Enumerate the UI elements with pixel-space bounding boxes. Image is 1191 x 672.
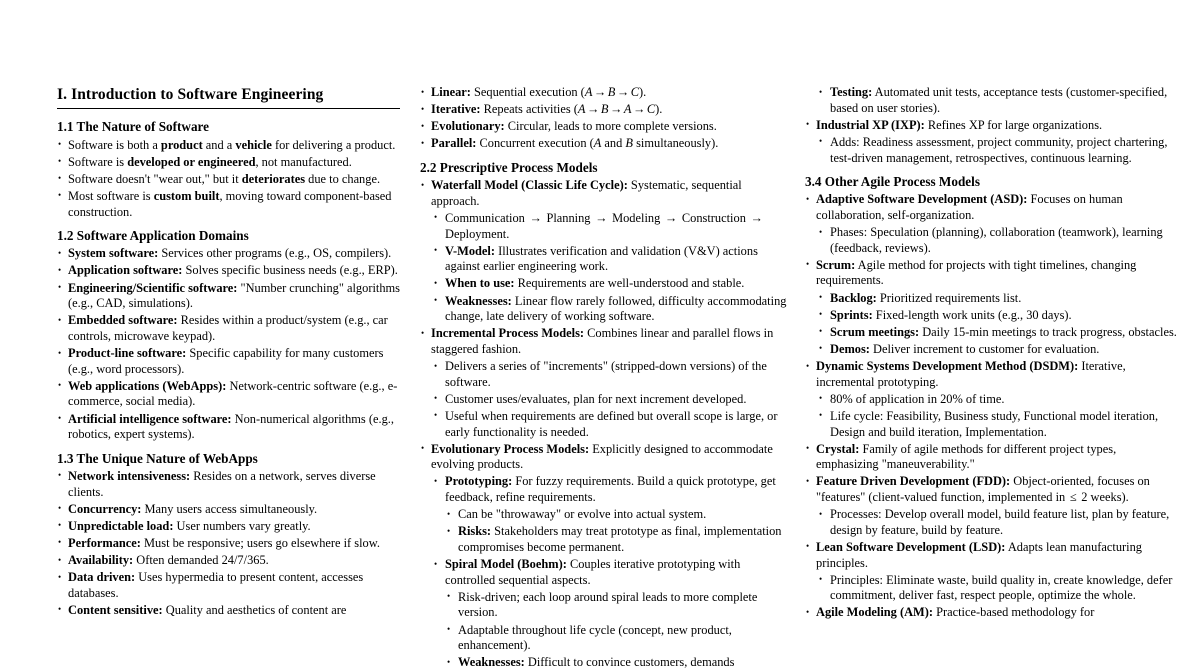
bullet-item: [818, 573, 1179, 604]
bullet-text: • Testing: Automated unit tests, acceptance tests (customer-specified, based on user stories).: [830, 85, 1168, 115]
section-heading: 1.1 The Nature of Software: [57, 119, 210, 135]
bullet-text: • Adaptive Software Development (ASD): Focuses on human collaboration, self-organization.: [816, 192, 1123, 222]
bullet-text: • Adds: Readiness assessment, project community, project chartering, test-driven management, retrospectives, continuous learning.: [830, 134, 1168, 165]
bullet-item: [57, 263, 400, 279]
bullet-text: • Sprints: Fixed-length work units (e.g., 30 days).: [830, 307, 1072, 322]
bullet-text: • Industrial XP (IXP): Refines XP for large organizations.: [816, 117, 1103, 132]
bullet-item: [818, 85, 1179, 116]
bullet-text: • Software is both a product and a vehicle for delivering a product.: [68, 137, 396, 152]
bullet-item: [57, 172, 400, 188]
bullet-text: • Performance: Must be responsive; users go elsewhere if slow.: [68, 535, 380, 550]
bullet-item: [805, 474, 1179, 505]
bullet-text: • Feature Driven Development (FDD): Object-oriented, focuses on "features" (client-valued function, implemented in ≤ 2 weeks).: [816, 474, 1150, 505]
bullet-item: [420, 178, 787, 209]
page-title: I. Introduction to Software Engineering: [57, 86, 324, 103]
bullet-text: • Data driven: Uses hypermedia to present content, accesses databases.: [68, 570, 364, 600]
section-heading: 2.2 Prescriptive Process Models: [420, 160, 598, 175]
bullet-text: • Engineering/Scientific software: "Number crunching" algorithms (e.g., CAD, simulations).: [68, 280, 400, 311]
bullet-item: [420, 326, 787, 357]
bullet-item: [805, 359, 1179, 390]
bullet-item: [420, 102, 787, 118]
bullet-list-level-1: [57, 138, 400, 221]
bullet-list-level-1: [420, 178, 787, 671]
bullet-text: • Scrum: Agile method for projects with tight timelines, changing requirements.: [816, 257, 1137, 288]
bullet-text: • Parallel: Concurrent execution (A and B simultaneously).: [431, 136, 719, 151]
bullet-list-level-1: [57, 469, 400, 619]
bullet-item: [818, 507, 1179, 538]
bullet-item: [420, 119, 787, 135]
bullet-text: • Can be "throwaway" or evolve into actual system.: [458, 507, 707, 522]
bullet-item: [57, 346, 400, 377]
bullet-text: • Life cycle: Feasibility, Business study, Functional model iteration, Design and build iteration, Implementation.: [830, 408, 1159, 439]
bullet-item: [433, 244, 787, 275]
bullet-text: • Linear: Sequential execution (A → B → C).: [431, 85, 647, 99]
bullet-text: • Weaknesses: Difficult to convince customers, demands: [458, 655, 735, 670]
bullet-text: • Concurrency: Many users access simultaneously.: [68, 501, 318, 516]
bullet-text: • Unpredictable load: User numbers vary greatly.: [68, 518, 311, 533]
bullet-item: [57, 138, 400, 154]
bullet-text: • Spiral Model (Boehm): Couples iterative prototyping with controlled sequential aspects.: [445, 557, 741, 587]
bullet-text: • Lean Software Development (LSD): Adapts lean manufacturing principles.: [816, 539, 1143, 570]
bullet-item: [57, 570, 400, 601]
bullet-item: [433, 294, 787, 325]
bullet-text: • Software doesn't "wear out," but it deteriorates due to change.: [68, 171, 381, 186]
column-1: [0, 85, 420, 672]
bullet-text: • System software: Services other programs (e.g., OS, compilers).: [68, 246, 392, 261]
section-heading: 1.3 The Unique Nature of WebApps: [57, 450, 258, 466]
bullet-text: • Evolutionary: Circular, leads to more complete versions.: [431, 119, 717, 134]
bullet-text: • Scrum meetings: Daily 15-min meetings to track progress, obstacles.: [830, 324, 1177, 339]
bullet-text: • Availability: Often demanded 24/7/365.: [68, 553, 269, 568]
bullet-item: [818, 325, 1179, 341]
bullet-text: • Waterfall Model (Classic Life Cycle): Systematic, sequential approach.: [431, 178, 742, 208]
bullet-item: [446, 623, 787, 654]
bullet-list-level-1: [57, 246, 400, 443]
bullet-text: • Principles: Eliminate waste, build quality in, create knowledge, defer commitment, deliver fast, respect people, optimize the whole.: [830, 572, 1173, 603]
bullet-text: • Incremental Process Models: Combines linear and parallel flows in staggered fashion.: [431, 326, 774, 356]
bullet-text: • Product-line software: Specific capability for many customers (e.g., word processors).: [68, 346, 384, 376]
bullet-text: • Evolutionary Process Models: Explicitly designed to accommodate evolving products.: [431, 441, 773, 472]
bullet-text: • Network intensiveness: Resides on a network, serves diverse clients.: [68, 468, 376, 499]
bullet-item: [57, 189, 400, 220]
bullet-text: • Communication → Planning → Modeling → Construction → Deployment.: [445, 210, 763, 241]
bullet-item: [57, 313, 400, 344]
bullet-text: • Delivers a series of "increments" (stripped-down versions) of the software.: [445, 359, 767, 389]
three-column-layout: [0, 85, 1191, 672]
bullet-text: • Useful when requirements are defined but overall scope is large, or early functionality is needed.: [445, 408, 778, 439]
bullet-text: • Agile Modeling (AM): Practice-based methodology for: [816, 605, 1095, 620]
bullet-text: • Artificial intelligence software: Non-numerical algorithms (e.g., robotics, expert systems).: [68, 411, 394, 442]
bullet-text: • Embedded software: Resides within a product/system (e.g., car controls, microwave keypad).: [68, 313, 388, 343]
bullet-list-level-1: [805, 192, 1179, 621]
bullet-text: • Phases: Speculation (planning), collaboration (teamwork), learning (feedback, reviews).: [830, 225, 1163, 255]
bullet-item: [805, 605, 1179, 621]
bullet-item: [446, 507, 787, 523]
bullet-item: [446, 590, 787, 621]
bullet-item: [818, 225, 1179, 256]
bullet-text: • 80% of application in 20% of time.: [830, 391, 1005, 406]
column-2: [420, 85, 805, 672]
bullet-item: [805, 258, 1179, 289]
bullet-item: [420, 85, 787, 101]
bullet-item: [433, 276, 787, 292]
bullet-item: [818, 392, 1179, 408]
bullet-item: [420, 442, 787, 473]
bullet-text: • Most software is custom built, moving toward component-based construction.: [68, 188, 392, 219]
bullet-item: [433, 474, 787, 505]
bullet-text: • Content sensitive: Quality and aesthetics of content are: [68, 602, 347, 617]
bullet-text: • Prototyping: For fuzzy requirements. Build a quick prototype, get feedback, refine requirements.: [445, 474, 776, 505]
bullet-text: • Risks: Stakeholders may treat prototype as final, implementation compromises become permanent.: [458, 524, 782, 554]
bullet-item: [57, 281, 400, 312]
bullet-item: [57, 155, 400, 171]
bullet-item: [420, 136, 787, 152]
section-heading: 1.2 Software Application Domains: [57, 228, 249, 244]
bullet-list-level-1: [805, 85, 1179, 166]
bullet-item: [57, 412, 400, 443]
bullet-item: [818, 409, 1179, 440]
bullet-item: [433, 211, 787, 242]
bullet-text: • V-Model: Illustrates verification and validation (V&V) actions against earlier engineering work.: [445, 243, 758, 274]
section-heading: 3.4 Other Agile Process Models: [805, 174, 980, 190]
bullet-text: • Crystal: Family of agile methods for different project types, emphasizing "maneuverability.": [816, 441, 1117, 472]
bullet-text: • When to use: Requirements are well-understood and stable.: [445, 276, 745, 291]
bullet-text: • Backlog: Prioritized requirements list.: [830, 290, 1022, 305]
bullet-item: [57, 502, 400, 518]
bullet-item: [57, 536, 400, 552]
bullet-text: • Customer uses/evaluates, plan for next increment developed.: [445, 391, 747, 406]
bullet-item: [446, 524, 787, 555]
bullet-item: [818, 135, 1179, 166]
bullet-item: [805, 540, 1179, 571]
bullet-item: [805, 442, 1179, 473]
bullet-item: [805, 192, 1179, 223]
bullet-text: • Iterative: Repeats activities (A → B → A → C).: [431, 102, 663, 117]
bullet-item: [446, 655, 787, 671]
bullet-item: [57, 469, 400, 500]
bullet-text: • Processes: Develop overall model, build feature list, plan by feature, design by feature, build by feature.: [830, 507, 1170, 537]
title-divider: [57, 108, 400, 109]
bullet-item: [433, 557, 787, 588]
bullet-item: [433, 392, 787, 408]
bullet-text: • Application software: Solves specific business needs (e.g., ERP).: [68, 263, 398, 278]
bullet-item: [818, 291, 1179, 307]
bullet-list-level-1: [420, 85, 787, 152]
bullet-item: [57, 519, 400, 535]
bullet-text: • Demos: Deliver increment to customer for evaluation.: [830, 341, 1100, 356]
bullet-item: [57, 246, 400, 262]
bullet-text: • Adaptable throughout life cycle (concept, new product, enhancement).: [458, 622, 732, 653]
bullet-text: • Software is developed or engineered, not manufactured.: [68, 154, 352, 169]
bullet-text: • Dynamic Systems Development Method (DSDM): Iterative, incremental prototyping.: [816, 359, 1126, 389]
bullet-item: [57, 553, 400, 569]
bullet-item: [818, 342, 1179, 358]
bullet-item: [433, 409, 787, 440]
bullet-text: • Risk-driven; each loop around spiral leads to more complete version.: [458, 589, 758, 620]
bullet-item: [433, 359, 787, 390]
bullet-item: [57, 379, 400, 410]
bullet-item: [57, 603, 400, 619]
bullet-item: [818, 308, 1179, 324]
bullet-text: • Web applications (WebApps): Network-centric software (e.g., e-commerce, social media).: [68, 378, 398, 409]
bullet-item: [805, 118, 1179, 134]
bullet-text: • Weaknesses: Linear flow rarely followed, difficulty accommodating change, late delivery of working software.: [445, 293, 787, 324]
column-3: [805, 85, 1191, 672]
